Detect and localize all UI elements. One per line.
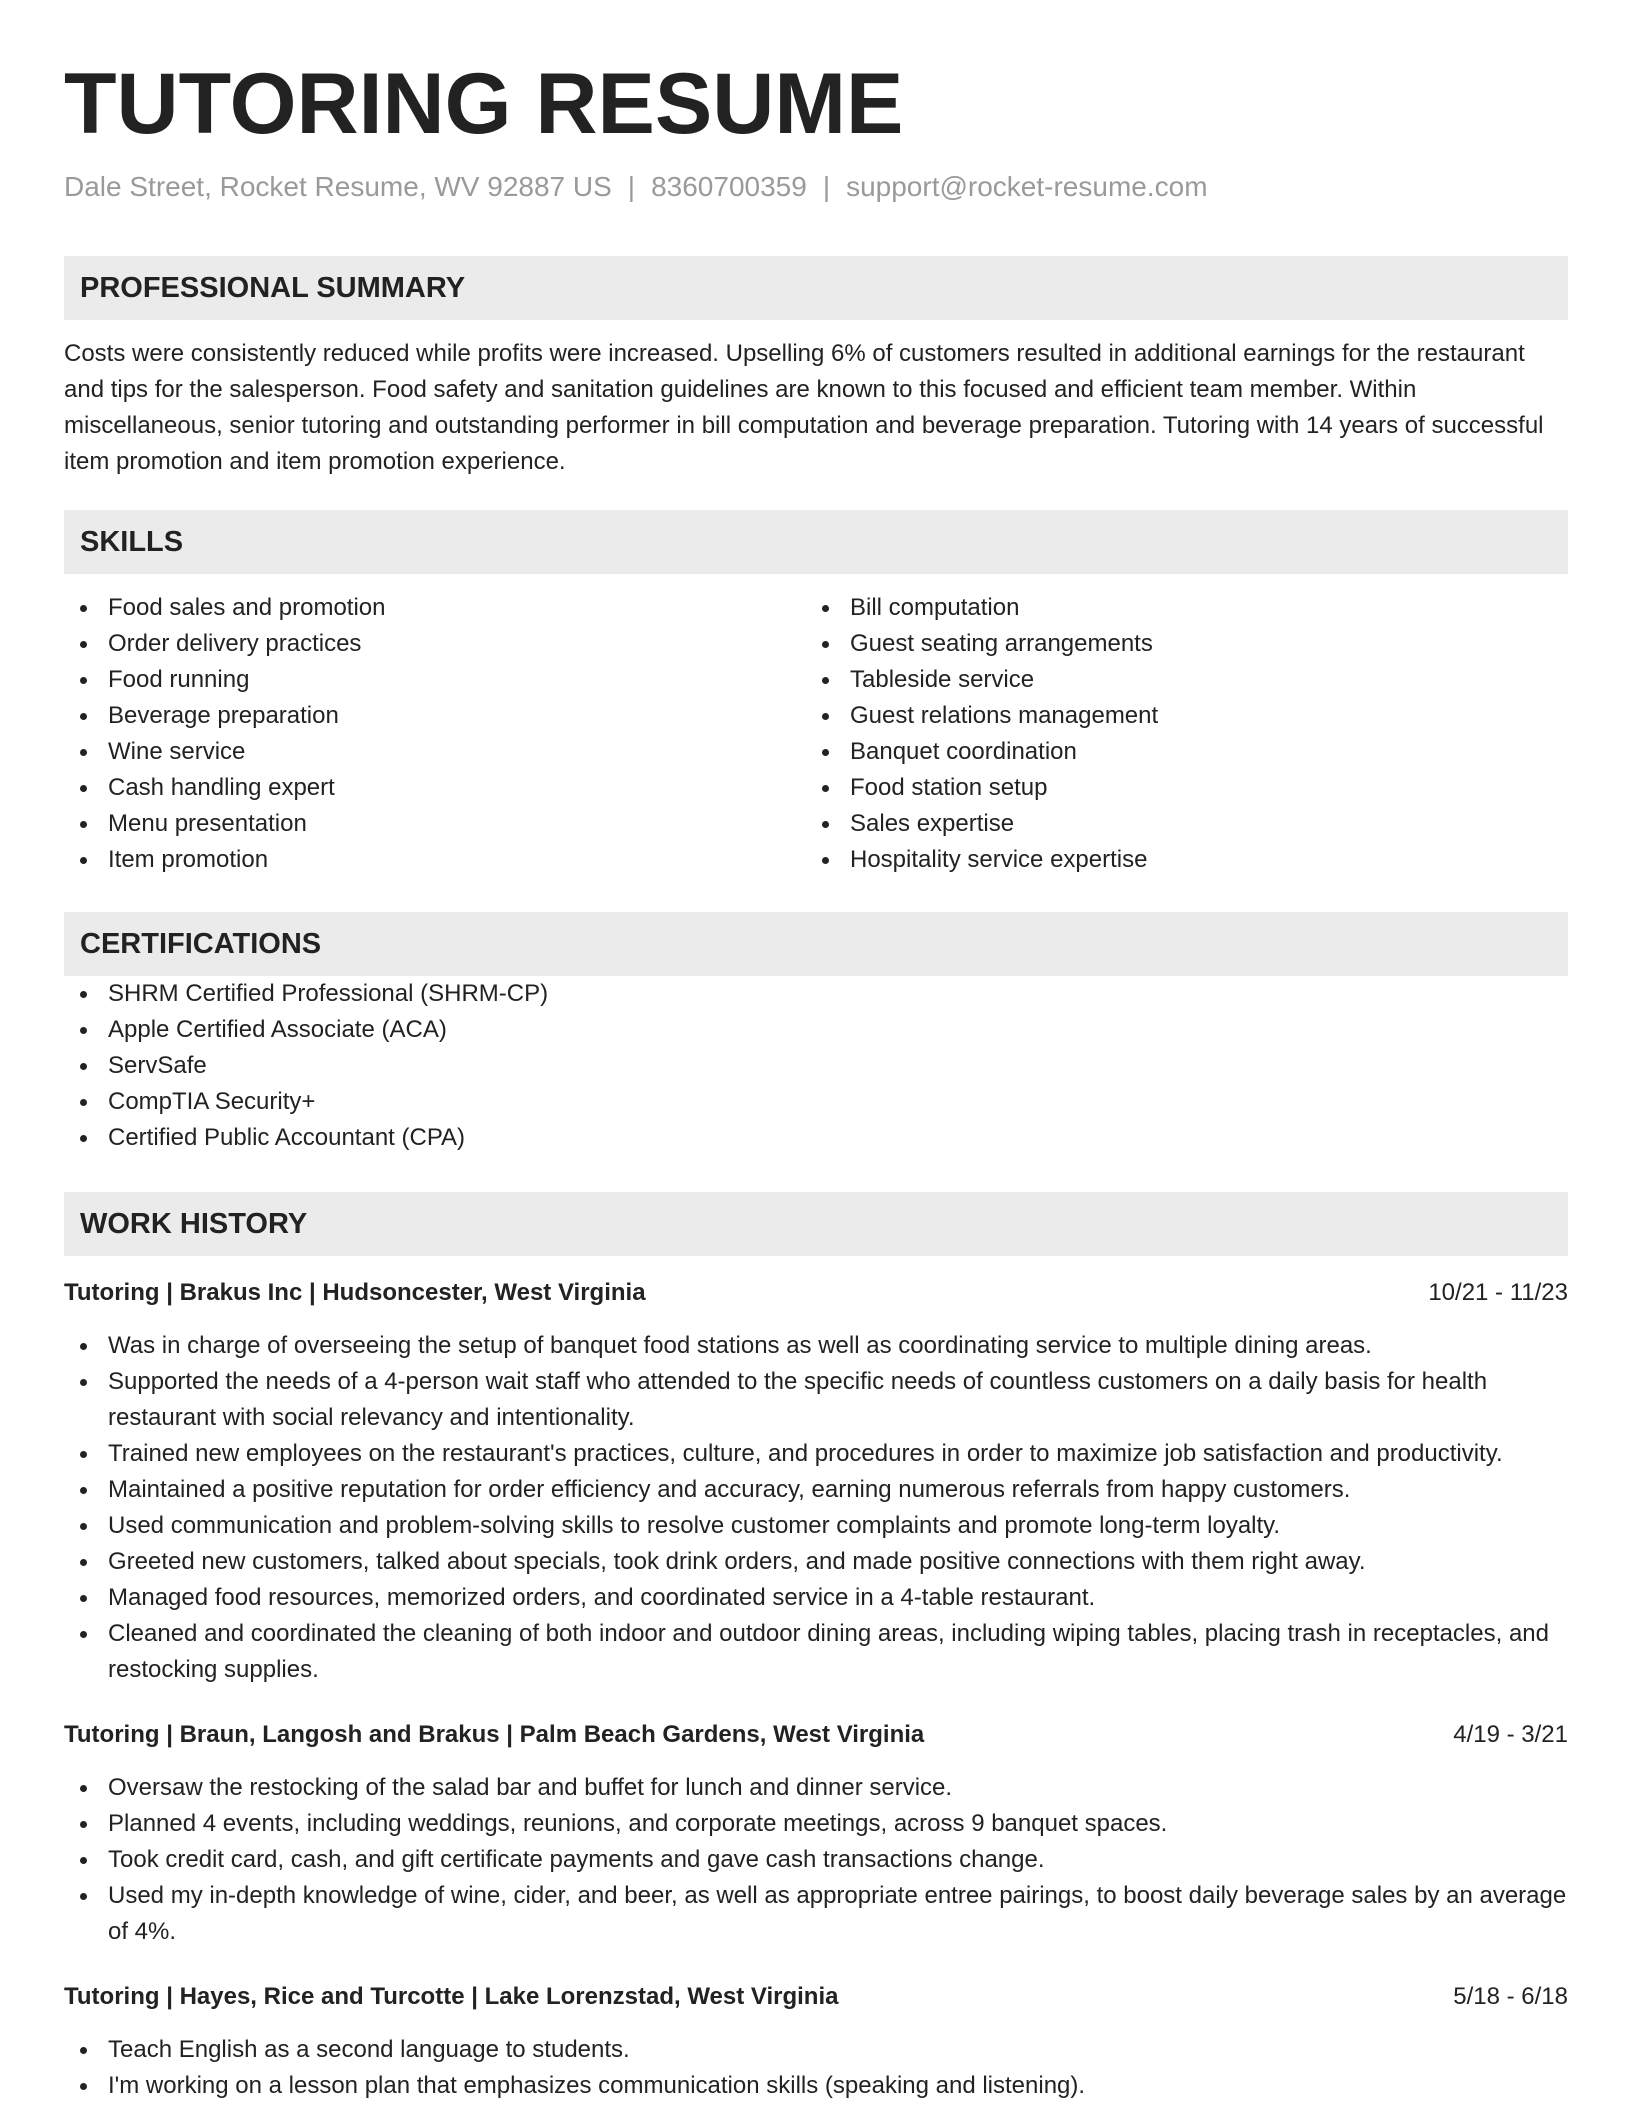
certification-item: Apple Certified Associate (ACA)	[64, 1012, 1568, 1048]
certification-item: ServSafe	[64, 1048, 1568, 1084]
job-bullet: Used communication and problem-solving skills to resolve customer complaints and promote long-term loyalty.	[64, 1508, 1568, 1544]
job-dates: 5/18 - 6/18	[1453, 1983, 1568, 2010]
job-heading: Tutoring | Brakus Inc | Hudsoncester, West Virginia	[64, 1279, 646, 1306]
skill-item: Food sales and promotion	[64, 590, 806, 626]
summary-section-header: PROFESSIONAL SUMMARY	[64, 256, 1568, 320]
certification-item: SHRM Certified Professional (SHRM-CP)	[64, 976, 1568, 1012]
job-bullet: Managed food resources, memorized orders, and coordinated service in a 4-table restaurant.	[64, 1580, 1568, 1616]
contact-line	[64, 170, 1568, 204]
contact-email: support@rocket-resume.com	[846, 171, 1208, 202]
skills-grid	[64, 590, 1568, 878]
job-bullet: Greeted new customers, talked about specials, took drink orders, and made positive connections with them right away.	[64, 1544, 1568, 1580]
certifications-section-header: CERTIFICATIONS	[64, 912, 1568, 976]
skill-item: Beverage preparation	[64, 698, 806, 734]
job-heading: Tutoring | Braun, Langosh and Brakus | Palm Beach Gardens, West Virginia	[64, 1721, 925, 1748]
job-bullet: Oversaw the restocking of the salad bar and buffet for lunch and dinner service.	[64, 1770, 1568, 1806]
skills-column-left	[64, 590, 806, 878]
certifications-list	[64, 976, 1568, 1156]
job-heading-row	[64, 1718, 1568, 1752]
job-bullet: Took credit card, cash, and gift certificate payments and gave cash transactions change.	[64, 1842, 1568, 1878]
skill-item: Guest relations management	[806, 698, 1548, 734]
job-bullet: Supported the needs of a 4-person wait staff who attended to the specific needs of countless customers on a daily basis for health restaurant with social relevancy and intentionality.	[64, 1364, 1568, 1436]
job-heading: Tutoring | Hayes, Rice and Turcotte | Lake Lorenzstad, West Virginia	[64, 1983, 839, 2010]
skill-item: Banquet coordination	[806, 734, 1548, 770]
job-bullet: Was in charge of overseeing the setup of banquet food stations as well as coordinating service to multiple dining areas.	[64, 1328, 1568, 1364]
certification-item: Certified Public Accountant (CPA)	[64, 1120, 1568, 1156]
skill-item: Wine service	[64, 734, 806, 770]
job-bullet: Planned 4 events, including weddings, reunions, and corporate meetings, across 9 banquet spaces.	[64, 1806, 1568, 1842]
skill-item: Food station setup	[806, 770, 1548, 806]
job-heading-row	[64, 1276, 1568, 1310]
skill-item: Guest seating arrangements	[806, 626, 1548, 662]
job-bullet: I'm working on a lesson plan that emphasizes communication skills (speaking and listening).	[64, 2068, 1568, 2104]
contact-separator: |	[822, 171, 831, 202]
contact-address: Dale Street, Rocket Resume, WV 92887 US	[64, 171, 612, 202]
job-heading-row	[64, 1980, 1568, 2014]
job-bullet: Cleaned and coordinated the cleaning of both indoor and outdoor dining areas, including wiping tables, placing trash in receptacles, and restocking supplies.	[64, 1616, 1568, 1688]
resume-title: TUTORING RESUME	[64, 56, 904, 152]
skills-column-right	[806, 590, 1548, 878]
job-dates: 10/21 - 11/23	[1428, 1279, 1568, 1306]
job-bullet: Trained new employees on the restaurant's practices, culture, and procedures in order to maximize job satisfaction and productivity.	[64, 1436, 1568, 1472]
job-bullets	[64, 2032, 1568, 2104]
job-entry	[64, 1980, 1568, 2104]
job-bullet: Used my in-depth knowledge of wine, cider, and beer, as well as appropriate entree pairings, to boost daily beverage sales by an average of 4%.	[64, 1878, 1568, 1950]
summary-text: Costs were consistently reduced while profits were increased. Upselling 6% of customers resulted in additional earnings for the restaurant and tips for the salesperson. Food safety and sanitation guidelines are known to this focused and efficient team member. Within miscellaneous, senior tutoring and outstanding performer in bill computation and beverage preparation. Tutoring with 14 years of successful item promotion and item promotion experience.	[64, 340, 1544, 475]
job-bullets	[64, 1328, 1568, 1688]
skill-item: Menu presentation	[64, 806, 806, 842]
skill-item: Item promotion	[64, 842, 806, 878]
job-bullets	[64, 1770, 1568, 1950]
contact-separator: |	[627, 171, 636, 202]
skill-item: Sales expertise	[806, 806, 1548, 842]
skill-item: Tableside service	[806, 662, 1548, 698]
skill-item: Cash handling expert	[64, 770, 806, 806]
job-entry	[64, 1276, 1568, 1688]
job-bullet: Teach English as a second language to students.	[64, 2032, 1568, 2068]
skills-section-header: SKILLS	[64, 510, 1568, 574]
certification-item: CompTIA Security+	[64, 1084, 1568, 1120]
contact-phone: 8360700359	[651, 171, 807, 202]
skill-item: Food running	[64, 662, 806, 698]
skill-item: Hospitality service expertise	[806, 842, 1548, 878]
skill-item: Order delivery practices	[64, 626, 806, 662]
skill-item: Bill computation	[806, 590, 1548, 626]
job-bullet: Maintained a positive reputation for order efficiency and accuracy, earning numerous referrals from happy customers.	[64, 1472, 1568, 1508]
job-dates: 4/19 - 3/21	[1453, 1721, 1568, 1748]
resume-page	[64, 56, 1568, 2104]
job-entry	[64, 1718, 1568, 1950]
work-history-section-header: WORK HISTORY	[64, 1192, 1568, 1256]
